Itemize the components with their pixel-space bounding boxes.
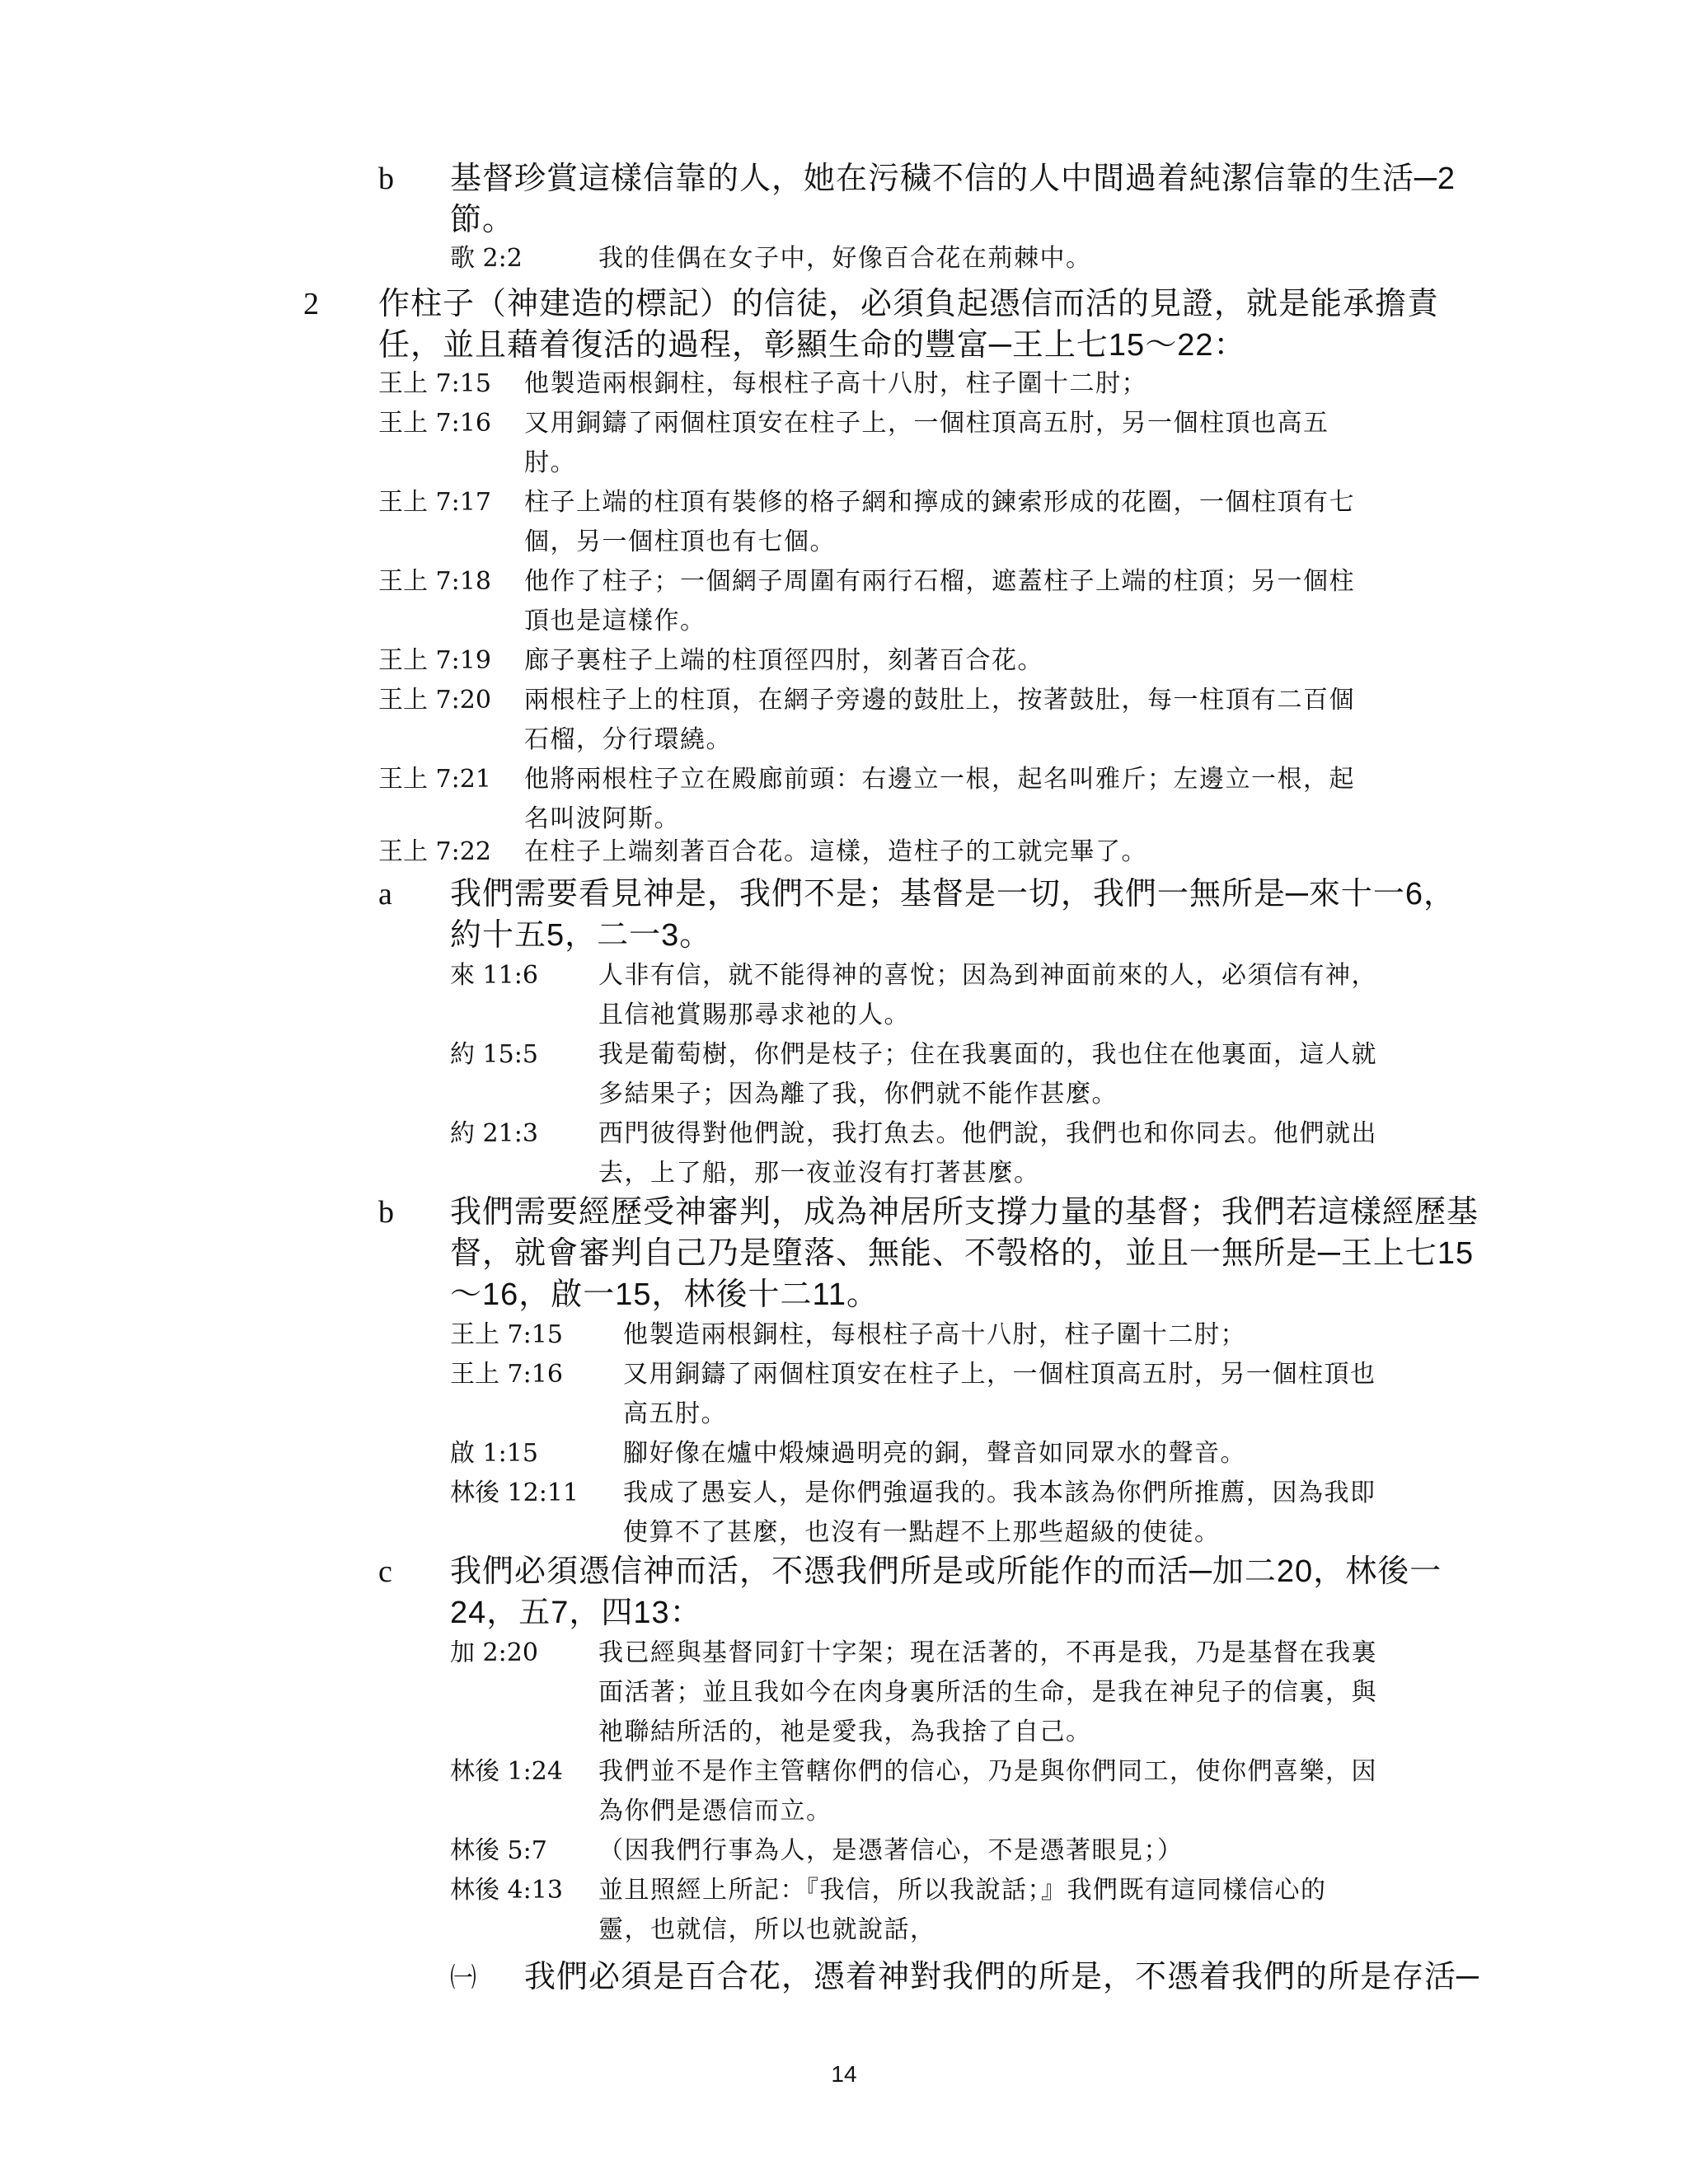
verse-text: 兩根柱子上的柱頂，在網子旁邊的鼓肚上，按著鼓肚，每一柱頂有二百個 [524, 686, 1355, 715]
verse-ref: 王上 7:15 [378, 369, 491, 398]
verse-ref: 啟 1:15 [450, 1439, 538, 1468]
verse-text: 高五肘。 [623, 1399, 727, 1428]
verse-text: 我的佳偶在女子中，好像百合花在荊棘中。 [598, 244, 1092, 273]
verse-text: 並且照經上所記：『我信，所以我說話；』我們既有這同樣信心的 [598, 1876, 1327, 1905]
point-b1-text-line1: 基督珍賞這樣信靠的人，她在污穢不信的人中間過着純潔信靠的生活─2 [450, 162, 1456, 196]
point-a-text-line1: 我們需要看見神是，我們不是；基督是一切，我們一無所是─來十一6， [450, 877, 1456, 912]
point-2-text-line2: 任，並且藉着復活的過程，彰顯生命的豐富─王上七15～22： [378, 328, 1246, 363]
verse-text: 他將兩根柱子立在殿廊前頭：右邊立一根，起名叫雅斤；左邊立一根，起 [524, 765, 1355, 794]
verse-text: 人非有信，就不能得神的喜悅；因為到神面前來的人，必須信有神， [598, 961, 1377, 990]
verse-text: 去，上了船，那一夜並沒有打著甚麼。 [598, 1159, 1040, 1188]
point-b1-marker: b [378, 162, 394, 196]
verse-text: 又用銅鑄了兩個柱頂安在柱子上，一個柱頂高五肘，另一個柱頂也高五 [524, 409, 1329, 438]
verse-text: 他作了柱子；一個網子周圍有兩行石榴，遮蓋柱子上端的柱頂；另一個柱 [524, 567, 1355, 596]
verse-text: 在柱子上端刻著百合花。這樣，造柱子的工就完畢了。 [524, 837, 1147, 866]
verse-text: 西門彼得對他們說，我打魚去。他們說，我們也和你同去。他們就出 [598, 1119, 1377, 1148]
verse-ref: 王上 7:19 [378, 646, 491, 675]
verse-ref: 王上 7:16 [450, 1360, 563, 1389]
verse-text: 多結果子；因為離了我，你們就不能作甚麼。 [598, 1080, 1118, 1108]
verse-text: 祂聯結所活的，祂是愛我，為我捨了自己。 [598, 1718, 1092, 1746]
verse-text: 他製造兩根銅柱，每根柱子高十八肘，柱子圍十二肘； [524, 369, 1147, 398]
point-c-marker: c [378, 1554, 392, 1589]
verse-text: 我是葡萄樹，你們是枝子；住在我裏面的，我也住在他裏面，這人就 [598, 1040, 1377, 1069]
verse-ref: 加 2:20 [450, 1638, 538, 1667]
verse-ref: 約 15:5 [450, 1040, 538, 1069]
point-c-text-line1: 我們必須憑信神而活，不憑我們所是或所能作的而活─加二20，林後一 [450, 1554, 1442, 1589]
verse-text: （因我們行事為人，是憑著信心，不是憑著眼見；） [598, 1836, 1184, 1865]
verse-ref: 王上 7:20 [378, 686, 491, 715]
point-c1-text-line1: 我們必須是百合花，憑着神對我們的所是，不憑着我們的所是存活─ [524, 1960, 1479, 1994]
verse-ref: 王上 7:22 [378, 837, 491, 866]
verse-ref: 王上 7:21 [378, 765, 491, 794]
point-b1-text-line2: 節。 [450, 203, 515, 237]
point-c-text-line2: 24，五7，四13： [450, 1596, 702, 1630]
verse-text: 我們並不是作主管轄你們的信心，乃是與你們同工，使你們喜樂，因 [598, 1757, 1377, 1786]
verse-ref: 林後 4:13 [450, 1876, 563, 1905]
verse-text: 個，另一個柱頂也有七個。 [524, 527, 836, 556]
verse-text: 面活著；並且我如今在肉身裏所活的生命，是我在神兒子的信裏，與 [598, 1678, 1377, 1707]
verse-ref: 王上 7:15 [450, 1320, 563, 1349]
verse-ref: 林後 12:11 [450, 1479, 579, 1507]
verse-text: 且信祂賞賜那尋求祂的人。 [598, 1001, 910, 1029]
verse-text: 我已經與基督同釘十字架；現在活著的，不再是我，乃是基督在我裏 [598, 1638, 1377, 1667]
verse-text: 頂也是這樣作。 [524, 607, 706, 635]
verse-text: 名叫波阿斯。 [524, 804, 680, 833]
verse-ref: 王上 7:17 [378, 488, 491, 517]
point-a-marker: a [378, 877, 392, 912]
point-2-text-line1: 作柱子（神建造的標記）的信徒，必須負起憑信而活的見證，就是能承擔責 [378, 287, 1440, 321]
verse-text: 他製造兩根銅柱，每根柱子高十八肘，柱子圍十二肘； [623, 1320, 1246, 1349]
verse-ref: 林後 1:24 [450, 1757, 563, 1786]
point-a-text-line2: 約十五5，二一3。 [450, 918, 712, 953]
verse-text: 我成了愚妄人，是你們強逼我的。我本該為你們所推薦，因為我即 [623, 1479, 1376, 1507]
point-b2-text-line2: 督，就會審判自己乃是墮落、無能、不彀格的，並且一無所是─王上七15 [450, 1236, 1475, 1271]
verse-ref: 來 11:6 [450, 961, 538, 990]
verse-text: 肘。 [524, 448, 576, 477]
page-number: 14 [831, 2061, 857, 2087]
verse-text: 靈，也就信，所以也就說話， [598, 1915, 936, 1944]
verse-ref: 歌 2:2 [450, 244, 523, 273]
verse-text: 廊子裏柱子上端的柱頂徑四肘，刻著百合花。 [524, 646, 1043, 675]
verse-ref: 王上 7:16 [378, 409, 491, 438]
verse-text: 使算不了甚麼，也沒有一點趕不上那些超級的使徒。 [623, 1518, 1221, 1547]
verse-text: 又用銅鑄了兩個柱頂安在柱子上，一個柱頂高五肘，另一個柱頂也 [623, 1360, 1376, 1389]
point-b2-marker: b [378, 1195, 394, 1230]
verse-text: 柱子上端的柱頂有裝修的格子網和擰成的鍊索形成的花圈，一個柱頂有七 [524, 488, 1355, 517]
point-c1-marker: ㈠ [450, 1962, 478, 1992]
verse-ref: 林後 5:7 [450, 1836, 547, 1865]
point-2-marker: 2 [303, 287, 319, 321]
verse-text: 石榴，分行環繞。 [524, 725, 732, 754]
verse-ref: 王上 7:18 [378, 567, 491, 596]
verse-text: 腳好像在爐中煅煉過明亮的銅，聲音如同眾水的聲音。 [623, 1439, 1246, 1468]
verse-text: 為你們是憑信而立。 [598, 1797, 832, 1825]
point-b2-text-line1: 我們需要經歷受神審判，成為神居所支撐力量的基督；我們若這樣經歷基 [450, 1195, 1479, 1230]
verse-ref: 約 21:3 [450, 1119, 538, 1148]
point-b2-text-line3: ～16，啟一15，林後十二11。 [450, 1277, 879, 1312]
